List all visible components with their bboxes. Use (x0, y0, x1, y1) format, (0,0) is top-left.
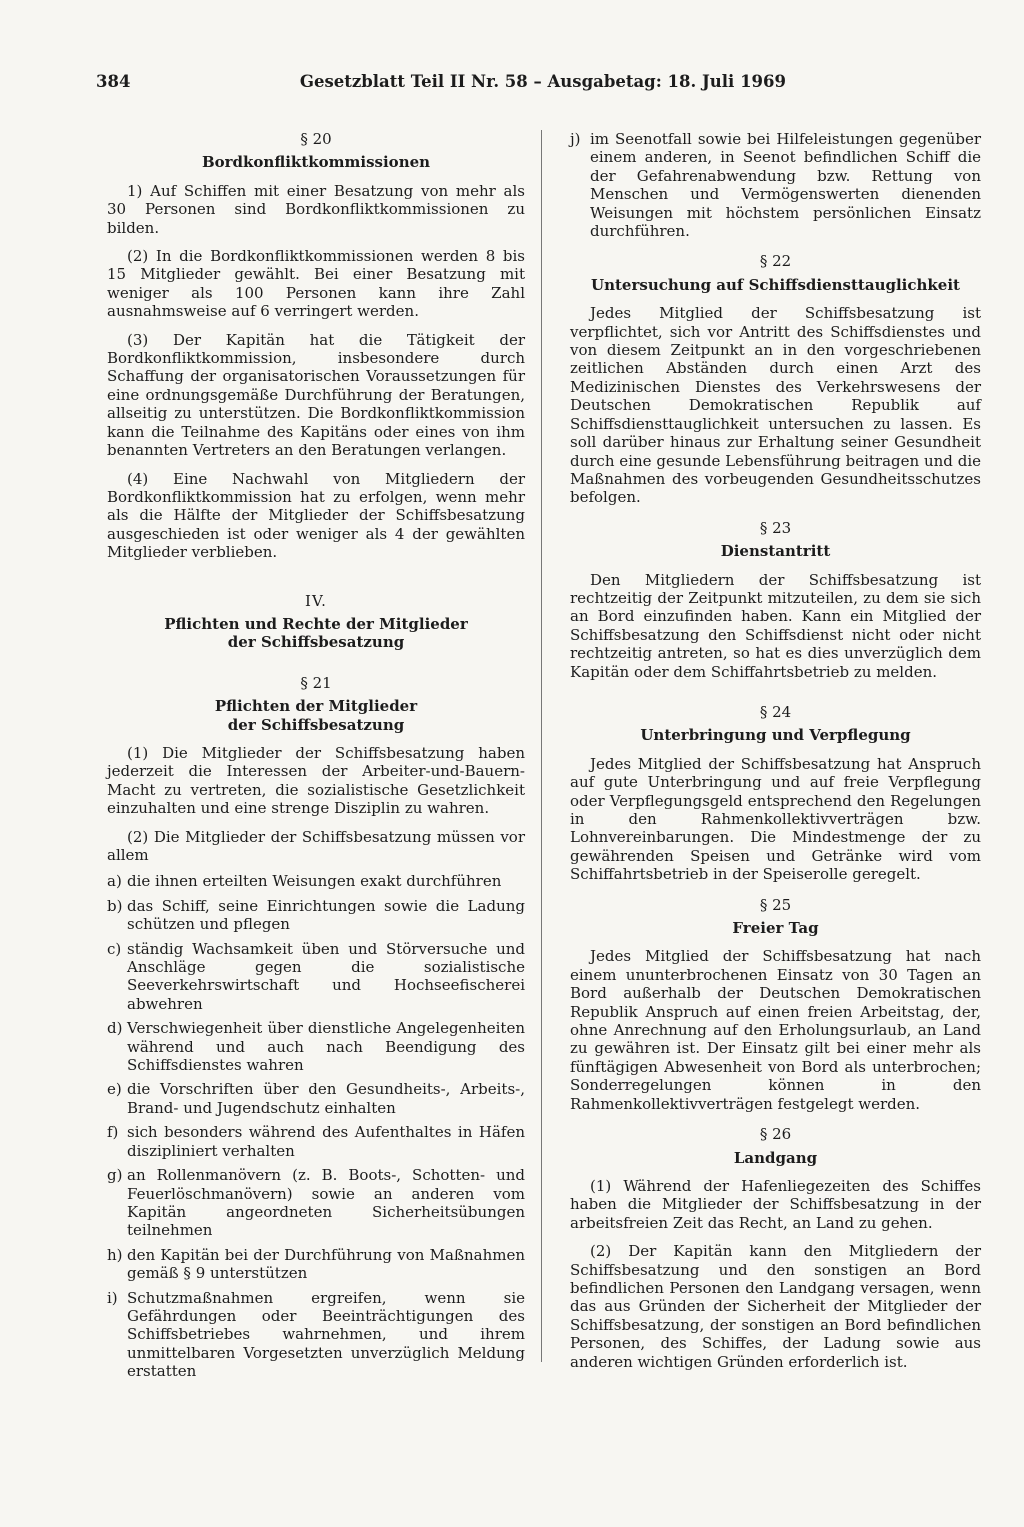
running-title: Gesetzblatt Teil II Nr. 58 – Ausgabetag: 18. Juli 1969 (299, 72, 786, 91)
section-26-heading (570, 1125, 981, 1167)
list-item (107, 1019, 525, 1074)
list-item-text: Schutzmaßnahmen ergreifen, wenn sie Gefährdungen oder Beeinträchtigungen des Schiffsbetriebes wahrnehmen, und ihrem unmittelbaren Vorgesetzten unverzüglich Meldung erstatten (127, 1288, 525, 1381)
paragraph: (2) Die Mitglieder der Schiffsbesatzung müssen vor allem (107, 827, 525, 864)
section-21-heading (107, 674, 525, 734)
list-item-text: ständig Wachsamkeit üben und Störversuche und Anschläge gegen die sozialistische Seeverkehrswirtschaft und Hochseefischerei abwehren (127, 939, 525, 1013)
list-item (107, 1289, 525, 1381)
list-item-text: sich besonders während des Aufenthaltes in Häfen diszipliniert verhalten (127, 1123, 525, 1160)
list-item-text: an Rollenmanövern (z. B. Boots-, Schotten- und Feuerlöschmanövern) sowie an anderen vom Kapitän angeordneten Sicherheitsübungen teilnehmen (127, 1166, 525, 1240)
section-title: Unterbringung und Verpflegung (640, 726, 911, 745)
list-item-text: den Kapitän bei der Durchführung von Maßnahmen gemäß § 9 unterstützen (127, 1245, 525, 1283)
list-item-label: a) (107, 872, 122, 891)
section-title: Bordkonfliktkommissionen (201, 153, 431, 172)
list-item (107, 897, 525, 934)
duties-list-continued (570, 130, 981, 240)
list-item-label: g) (107, 1166, 123, 1185)
column-divider (541, 130, 542, 1362)
list-item-label: h) (107, 1245, 123, 1264)
paragraph: Jedes Mitglied der Schiffsbesatzung hat Anspruch auf gute Unterbringung und auf freie Verpflegung oder Verpflegungsgeld entsprechend den Regelungen in den Rahmenkollektivverträgen bzw. Lohnvereinbarungen. Die Mindestmenge der zu gewährenden Speisen und Getränke wird vom Schiffahrtsbetrieb in der Speiserolle geregelt. (570, 754, 981, 884)
section-title-line-2: der Schiffsbesatzung (227, 715, 405, 734)
section-number: § 25 (759, 895, 792, 914)
part-title-line-1: Pflichten und Rechte der Mitglieder (164, 614, 468, 633)
section-number: § 24 (759, 702, 792, 721)
duties-list (107, 872, 525, 1380)
list-item-label: j) (570, 130, 581, 148)
section-22-heading (570, 252, 981, 294)
page-number: 384 (96, 72, 131, 91)
section-number: § 22 (759, 252, 792, 271)
section-number: § 21 (300, 673, 332, 692)
list-item-label: i) (107, 1288, 118, 1307)
list-item-text: die Vorschriften über den Gesundheits-, Arbeits-, Brand- und Jugendschutz einhalten (127, 1080, 525, 1117)
section-title: Dienstantritt (720, 542, 831, 561)
part-number: IV. (305, 591, 327, 610)
part-iv-heading (107, 592, 525, 652)
paragraph: Jedes Mitglied der Schiffsbesatzung ist verpflichtet, sich vor Antritt des Schiffsdienstes und von diesem Zeitpunkt an in den vorgeschriebenen zeitlichen Abständen durch einen Arzt des Medizinischen Dienstes des Verkehrswesens der Deutschen Demokratischen Republik auf Schiffsdiensttauglichkeit untersuchen zu lassen. Es soll darüber hinaus zur Erhaltung seiner Gesundheit durch eine gesunde Lebensführung beitragen und die Maßnahmen des vorbeugenden Gesundheitsschutzes befolgen. (570, 304, 981, 507)
page-header (96, 72, 786, 98)
list-item-label: c) (107, 939, 122, 958)
paragraph: (2) Der Kapitän kann den Mitgliedern der Schiffsbesatzung und den sonstigen an Bord befindlichen Personen den Landgang versagen, wenn das aus Gründen der Sicherheit der Mitglieder der Schiffsbesatzung, der sonstigen an Bord befindlichen Personen, des Schiffes, der Ladung sowie aus anderen wichtigen Gründen erforderlich ist. (570, 1242, 981, 1371)
list-item (107, 1166, 525, 1240)
list-item-label: e) (107, 1080, 122, 1099)
section-25-heading (570, 896, 981, 938)
left-column (107, 130, 525, 1381)
list-item (107, 872, 525, 890)
section-title: Freier Tag (732, 919, 819, 938)
paragraph: Den Mitgliedern der Schiffsbesatzung ist rechtzeitig der Zeitpunkt mitzuteilen, zu dem sie sich an Bord einzufinden haben. Kann ein Mitglied der Schiffsbesatzung den Schiffsdienst nicht oder nicht rechtzeitig antreten, so hat es dies unverzüglich dem Kapitän oder dem Schiffahrtsbetrieb zu melden. (570, 570, 981, 681)
section-24-heading (570, 703, 981, 745)
section-20-heading (107, 130, 525, 172)
paragraph: (4) Eine Nachwahl von Mitgliedern der Bordkonfliktkommission hat zu erfolgen, wenn mehr als die Hälfte der Mitglieder der Schiffsbesatzung ausgeschieden ist oder weniger als 4 der gewählten Mitglieder verblieben. (107, 469, 525, 562)
list-item-text: die ihnen erteilten Weisungen exakt durchführen (127, 872, 502, 891)
list-item-text: im Seenotfall sowie bei Hilfeleistungen gegenüber einem anderen, in Seenot befindlichen Schiff die der Gefahrenabwendung bzw. Rettung von Menschen und Vermögenswerten dienenden Weisungen mit höchstem persönlichen Einsatz durchführen. (590, 130, 981, 241)
section-23-heading (570, 519, 981, 561)
list-item (107, 940, 525, 1014)
paragraph: Jedes Mitglied der Schiffsbesatzung hat nach einem ununterbrochenen Einsatz von 30 Tagen an Bord außerhalb der Deutschen Demokratischen Republik Anspruch auf einen freien Arbeitstag, der, ohne Anrechnung auf den Erholungsurlaub, an Land zu gewähren ist. Der Einsatz gilt bei einer mehr als fünftägigen Abwesenheit von Bord als unterbrochen; Sonderregelungen können in den Rahmenkollektivverträgen festgelegt werden. (570, 947, 981, 1113)
section-title-line-1: Pflichten der Mitglieder (214, 697, 418, 716)
list-item-label: f) (107, 1123, 119, 1142)
paragraph: (2) In die Bordkonfliktkommissionen werden 8 bis 15 Mitglieder gewählt. Bei einer Besatzung mit weniger als 100 Personen kann ihre Zahl ausnahmsweise auf 6 verringert werden. (107, 247, 525, 321)
paragraph: (1) Die Mitglieder der Schiffsbesatzung haben jederzeit die Interessen der Arbeiter-und-Bauern-Macht zu vertreten, die sozialistische Gesetzlichkeit einzuhalten und eine strenge Disziplin zu wahren. (107, 743, 525, 818)
list-item (107, 1080, 525, 1117)
section-title: Landgang (733, 1148, 818, 1167)
part-title-line-2: der Schiffsbesatzung (227, 633, 405, 652)
section-number: § 20 (300, 130, 332, 148)
list-item (107, 1123, 525, 1160)
paragraph: 1) Auf Schiffen mit einer Besatzung von mehr als 30 Personen sind Bordkonfliktkommissionen zu bilden. (107, 181, 525, 237)
list-item-label: b) (107, 896, 123, 915)
list-item (107, 1246, 525, 1283)
list-item-text: Verschwiegenheit über dienstliche Angelegenheiten während und auch nach Beendigung des Schiffsdienstes wahren (127, 1019, 525, 1075)
list-item-text: das Schiff, seine Einrichtungen sowie die Ladung schützen und pflegen (127, 896, 525, 934)
list-item (570, 130, 981, 240)
section-title: Untersuchung auf Schiffsdiensttauglichkeit (591, 275, 960, 294)
paragraph: (1) Während der Hafenliegezeiten des Schiffes haben die Mitglieder der Schiffsbesatzung in der arbeitsfreien Zeit das Recht, an Land zu gehen. (570, 1176, 981, 1232)
list-item-label: d) (107, 1019, 123, 1038)
section-number: § 23 (759, 518, 792, 537)
paragraph: (3) Der Kapitän hat die Tätigkeit der Bordkonfliktkommission, insbesondere durch Schaffung der organisatorischen Voraussetzungen für eine ordnungsgemäße Durchführung der Beratungen, allseitig zu unterstützen. Die Bordkonfliktkommission kann die Teilnahme des Kapitäns oder eines von ihm benannten Vertreters an den Beratungen verlangen. (107, 330, 525, 460)
right-column (570, 130, 981, 1371)
section-number: § 26 (759, 1125, 792, 1144)
